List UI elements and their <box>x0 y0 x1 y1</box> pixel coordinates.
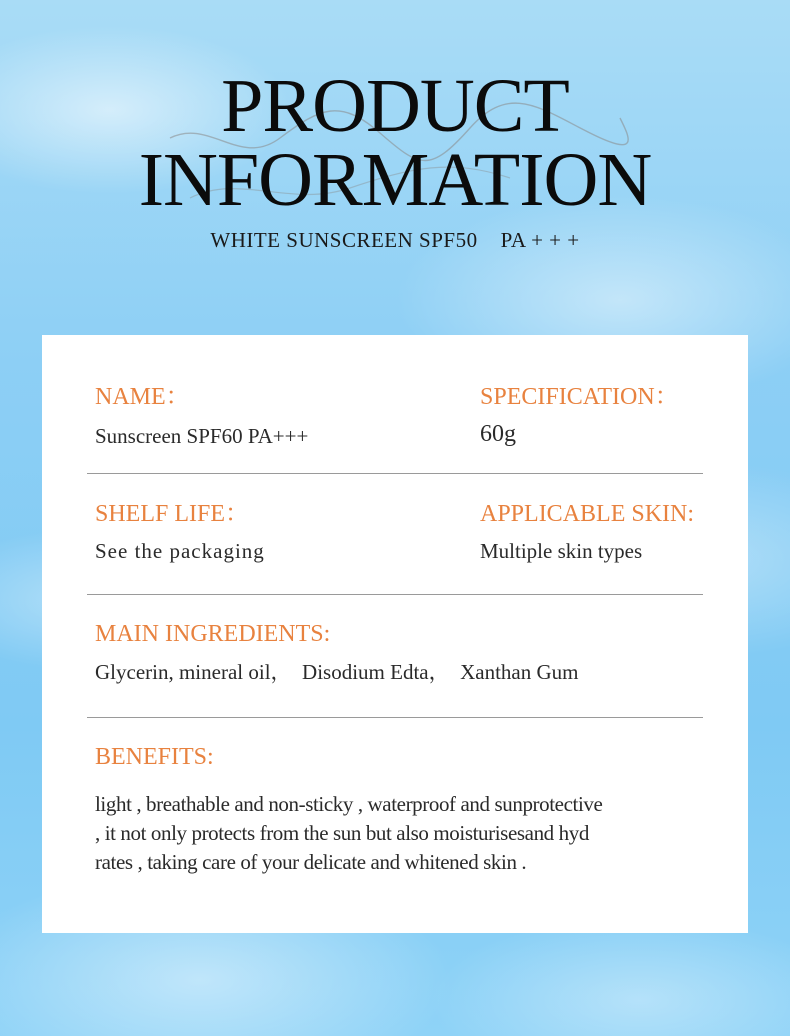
shelf-life-value: See the packaging <box>95 539 265 563</box>
divider <box>87 473 703 474</box>
applicable-skin-label: APPLICABLE SKIN: <box>480 501 695 527</box>
name-label: NAME： <box>95 384 190 410</box>
benefits-line: light , breathable and non-sticky , waterproof and sunprotective <box>95 792 603 816</box>
product-info-card <box>42 335 748 933</box>
name-value: Sunscreen SPF60 PA+++ <box>95 424 309 448</box>
main-ingredients-value: Glycerin, mineral oil， Disodium Edta， Xanthan Gum <box>95 660 579 684</box>
divider <box>87 717 703 718</box>
main-ingredients-label: MAIN INGREDIENTS: <box>95 621 331 647</box>
divider <box>87 594 703 595</box>
benefits-label: BENEFITS: <box>95 744 214 770</box>
benefits-text <box>95 790 715 877</box>
page-title-line-1: PRODUCT <box>221 64 569 148</box>
specification-label: SPECIFICATION： <box>480 384 679 410</box>
benefits-line: , it not only protects from the sun but also moisturisesand hyd <box>95 821 589 845</box>
page-title-line-2: INFORMATION <box>138 138 652 222</box>
shelf-life-label: SHELF LIFE： <box>95 501 250 527</box>
benefits-line: rates , taking care of your delicate and whitened skin . <box>95 850 527 874</box>
page-subtitle: WHITE SUNSCREEN SPF50 PA + + + <box>210 228 580 252</box>
specification-value: 60g <box>480 421 516 447</box>
applicable-skin-value: Multiple skin types <box>480 539 643 563</box>
